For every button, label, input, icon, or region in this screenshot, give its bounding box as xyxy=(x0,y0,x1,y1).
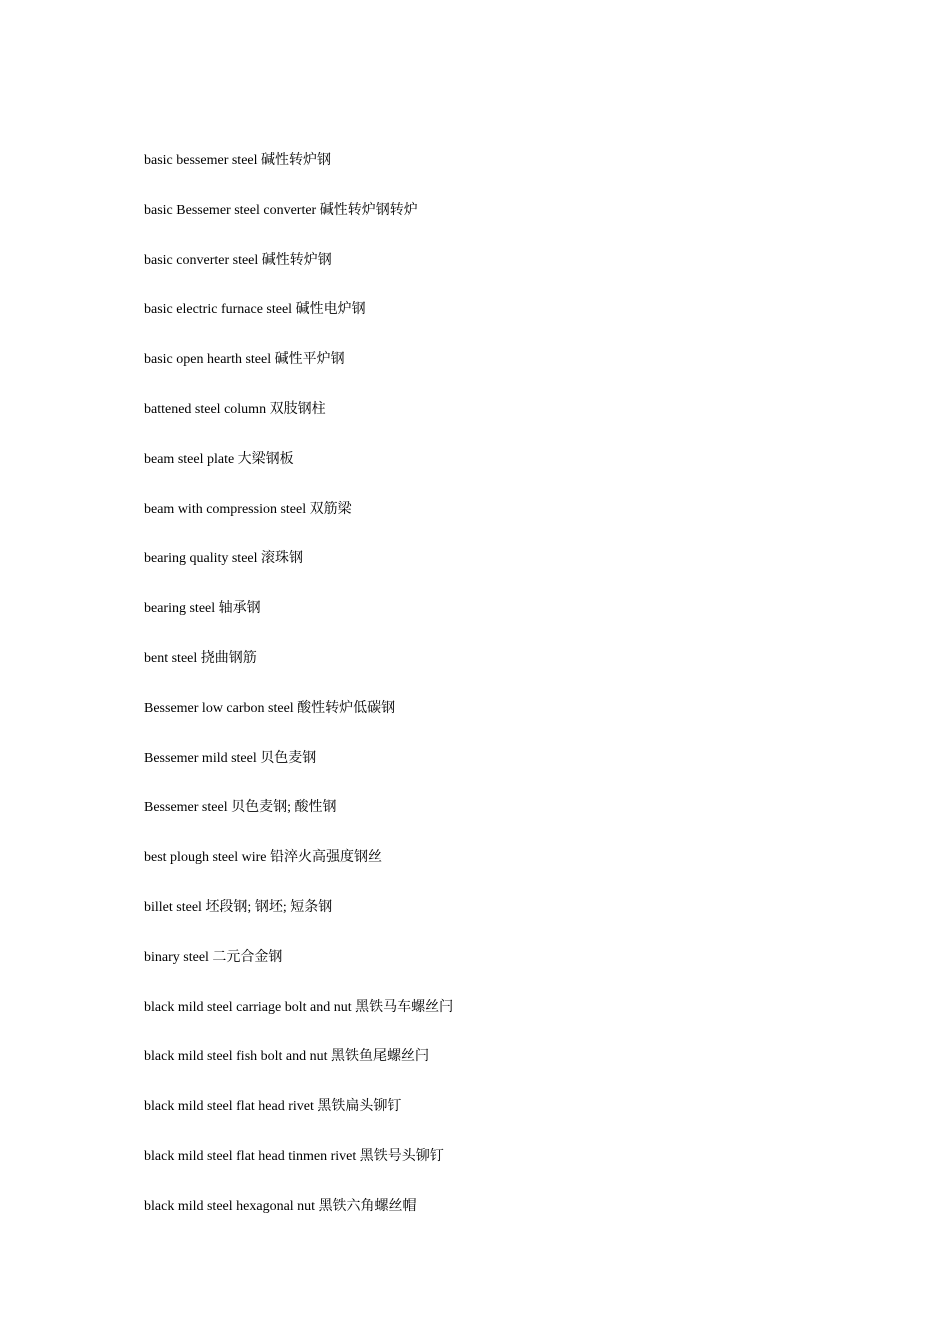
glossary-entry: bearing quality steel 滚珠钢 xyxy=(144,551,304,567)
glossary-entry: basic bessemer steel 碱性转炉钢 xyxy=(144,153,332,168)
glossary-entry: beam steel plate 大梁钢板 xyxy=(144,451,294,467)
glossary-entry: Bessemer low carbon steel 酸性转炉低碳钢 xyxy=(144,700,396,716)
glossary-list xyxy=(144,151,453,1247)
glossary-entry: black mild steel carriage bolt and nut 黑铁马车螺丝闩 xyxy=(144,999,454,1015)
glossary-entry: billet steel 坯段钢; 钢坯; 短条钢 xyxy=(144,899,333,915)
glossary-entry: beam with compression steel 双筋梁 xyxy=(144,501,352,517)
glossary-entry: basic Bessemer steel converter 碱性转炉钢转炉 xyxy=(144,202,418,218)
glossary-entry: black mild steel hexagonal nut 黑铁六角螺丝帽 xyxy=(144,1198,417,1214)
glossary-entry: basic electric furnace steel 碱性电炉钢 xyxy=(144,302,366,318)
glossary-entry: best plough steel wire 铅淬火高强度钢丝 xyxy=(144,850,382,866)
glossary-entry: binary steel 二元合金钢 xyxy=(144,949,283,965)
glossary-entry: basic open hearth steel 碱性平炉钢 xyxy=(144,352,345,368)
glossary-entry: basic converter steel 碱性转炉钢 xyxy=(144,252,332,268)
glossary-entry: Bessemer steel 贝色麦钢; 酸性钢 xyxy=(144,800,337,816)
glossary-entry: black mild steel flat head rivet 黑铁扁头铆钉 xyxy=(144,1099,402,1115)
glossary-entry: Bessemer mild steel 贝色麦钢 xyxy=(144,750,317,766)
glossary-entry: bent steel 挠曲钢筋 xyxy=(144,650,257,666)
glossary-entry: black mild steel fish bolt and nut 黑铁鱼尾螺丝闩 xyxy=(144,1049,430,1065)
glossary-entry: bearing steel 轴承钢 xyxy=(144,601,261,617)
glossary-entry: black mild steel flat head tinmen rivet 黑铁号头铆钉 xyxy=(144,1148,444,1164)
glossary-entry: battened steel column 双肢钢柱 xyxy=(144,401,326,417)
